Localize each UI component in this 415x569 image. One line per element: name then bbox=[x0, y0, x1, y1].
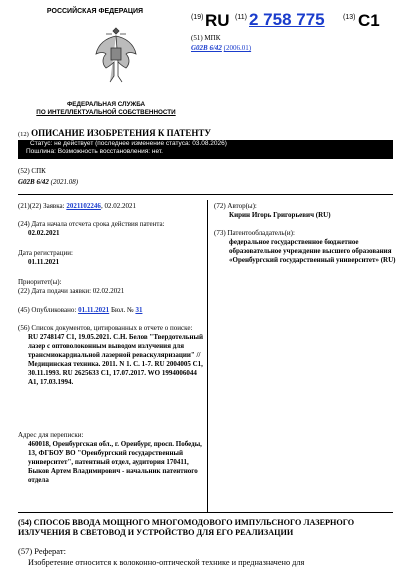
abstract-text: Изобретение относится к волоконно-оптической технике и предназначено для bbox=[28, 558, 305, 567]
coat-of-arms-icon bbox=[92, 24, 140, 86]
priority-field bbox=[18, 278, 203, 296]
registration-field bbox=[18, 249, 203, 267]
spk-version: (2021.08) bbox=[50, 178, 79, 186]
invention-title: (54) СПОСОБ ВВОДА МОЩНОГО МНОГОМОДОВОГО ИМПУЛЬСНОГО ЛАЗЕРНОГО ИЗЛУЧЕНИЯ В СВЕТОВОД И УСТРОЙСТВО ДЛЯ ЕГО РЕАЛИЗАЦИИ bbox=[18, 518, 355, 537]
application-date: , 02.02.2021 bbox=[100, 202, 136, 210]
agency-line-2: ПО ИНТЕЛЛЕКТУАЛЬНОЙ СОБСТВЕННОСТИ bbox=[36, 109, 176, 116]
author-name: Кирин Игорь Григорьевич (RU) bbox=[229, 211, 331, 219]
start-date-value: 02.02.2021 bbox=[28, 229, 60, 237]
application-label: (21)(22) Заявка: bbox=[18, 202, 65, 210]
start-date-field bbox=[18, 220, 203, 238]
correspondence-field bbox=[18, 431, 203, 485]
agency-line-1: ФЕДЕРАЛЬНАЯ СЛУЖБА bbox=[66, 101, 146, 108]
spk-value bbox=[18, 178, 78, 187]
mpk-label: (51) МПК bbox=[191, 34, 221, 42]
kind-code: C1 bbox=[358, 11, 380, 30]
priority-label: Приоритет(ы): bbox=[18, 278, 62, 286]
document-title bbox=[18, 128, 211, 138]
start-date-label: (24) Дата начала отсчета срока действия патента: bbox=[18, 220, 165, 228]
owner-label: (73) Патентообладатель(и): bbox=[214, 229, 295, 237]
filing-date: (22) Дата подачи заявки: 02.02.2021 bbox=[18, 287, 125, 295]
code-19: (19) bbox=[191, 14, 204, 21]
author-field bbox=[214, 202, 404, 220]
spk-code: G02B 6/42 bbox=[18, 178, 49, 186]
divider-top bbox=[18, 194, 393, 195]
column-divider bbox=[207, 200, 208, 512]
correspondence-label: Адрес для переписки: bbox=[18, 431, 84, 439]
title-text: ОПИСАНИЕ ИЗОБРЕТЕНИЯ К ПАТЕНТУ bbox=[31, 128, 211, 138]
registration-date: 01.11.2021 bbox=[28, 258, 60, 266]
patent-number-link[interactable]: 2 758 775 bbox=[249, 10, 325, 29]
owner-field bbox=[214, 229, 404, 265]
mpk-code-link[interactable]: G02B 6/42 bbox=[191, 44, 222, 52]
cited-label: (56) Список документов, цитированных в отчете о поиске: bbox=[18, 324, 193, 332]
code-11: (11) bbox=[235, 14, 247, 21]
publication-label: (45) Опубликовано: bbox=[18, 306, 77, 314]
cited-documents-field bbox=[18, 324, 203, 387]
abstract-label: (57) Реферат: bbox=[18, 546, 66, 556]
fee-line: Пошлина: Возможность восстановления: нет. bbox=[26, 148, 163, 155]
publication-field bbox=[18, 306, 203, 315]
code-13: (13) bbox=[343, 14, 356, 21]
status-line: Статус: не действует (последнее изменение статуса: 03.08.2026) bbox=[30, 140, 227, 147]
title-code: (12) bbox=[18, 131, 29, 138]
spk-label: (52) СПК bbox=[18, 167, 46, 175]
application-field bbox=[18, 202, 203, 211]
correspondence-text: 460018, Оренбургская обл., г. Оренбург, просп. Победы, 13, ФГБОУ ВО "Оренбургский государственный университет", патентный отдел, аудитория 170411, Быков Артем Владимирович - начальник патентного отдела bbox=[28, 440, 202, 484]
bulletin-number-link[interactable]: 31 bbox=[135, 306, 143, 314]
bulletin-label: Бюл. № bbox=[110, 306, 134, 314]
publication-date-link[interactable]: 01.11.2021 bbox=[78, 306, 110, 314]
author-label: (72) Автор(ы): bbox=[214, 202, 257, 210]
agency-name bbox=[20, 101, 192, 117]
country-name: РОССИЙСКАЯ ФЕДЕРАЦИЯ bbox=[46, 8, 144, 15]
country-code: RU bbox=[205, 11, 230, 30]
divider-bottom bbox=[18, 512, 393, 513]
registration-label: Дата регистрации: bbox=[18, 249, 73, 257]
owner-name: федеральное государственное бюджетное образовательное учреждение высшего образования «Оренбургский государственный университет» (RU) bbox=[229, 238, 396, 264]
mpk-version-link[interactable]: (2006.01) bbox=[223, 44, 252, 52]
status-box bbox=[18, 140, 393, 159]
cited-text: RU 2748147 C1, 19.05.2021. С.Н. Белов "Твердотельный лазер с оптоволоконным выводом излучения для трансмиокардиальной лазерной реваскуляризации" // Медицинская техника. 2011. N 1. С. 1-7. RU 2004005 C1, 30.11.1993. RU 2625633 C1, 17.07.2017. WO 1994006044 A1, 17.03.1994. bbox=[28, 333, 203, 386]
application-number-link[interactable]: 2021102246 bbox=[66, 202, 101, 210]
mpk-value bbox=[191, 44, 251, 52]
